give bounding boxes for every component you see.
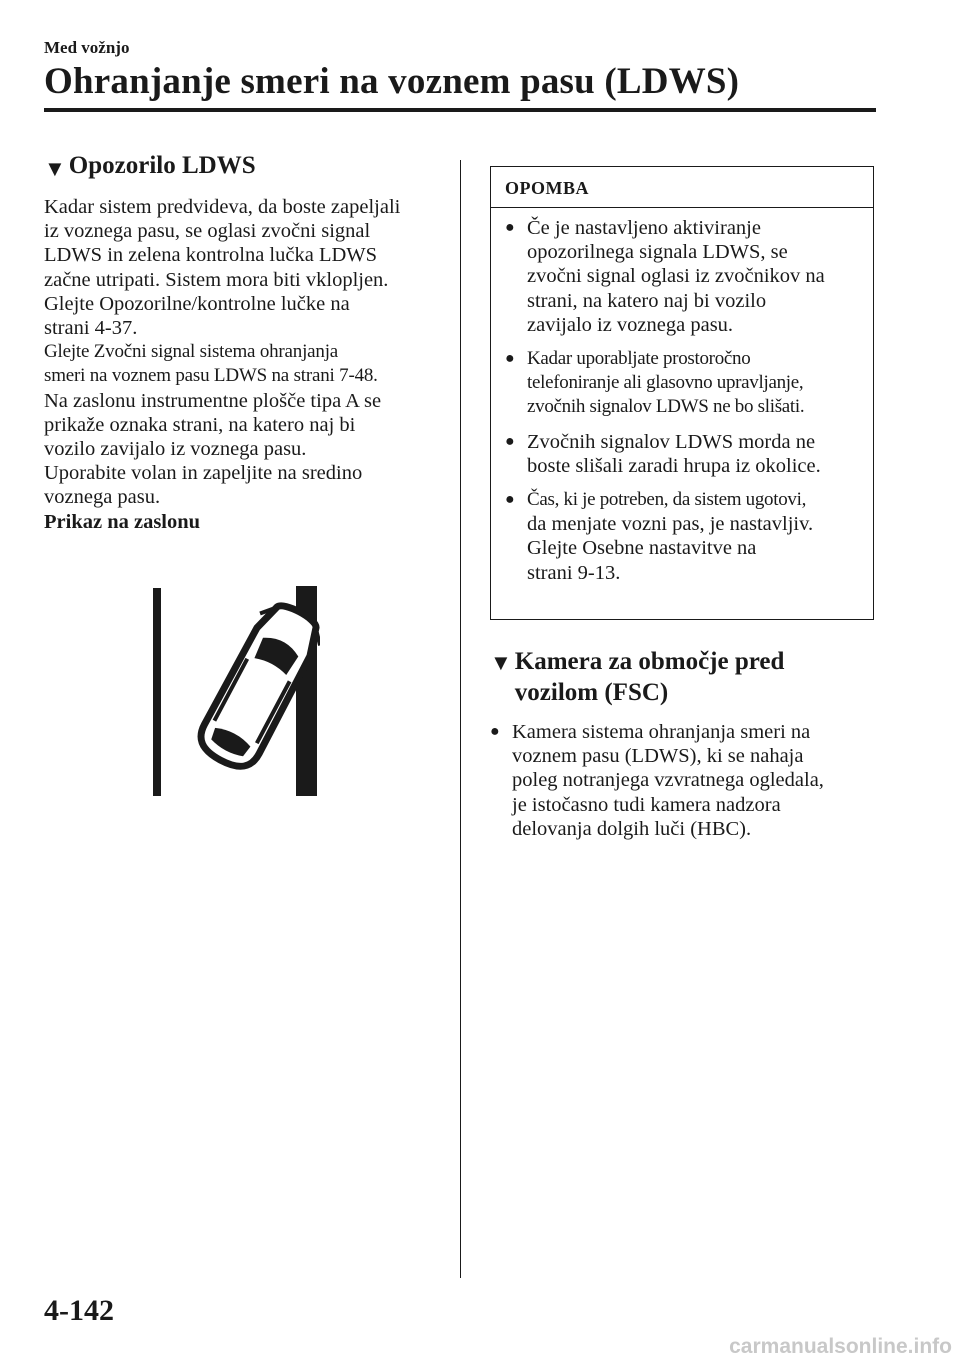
note-list-item bbox=[505, 216, 863, 337]
watermark: carmanualsonline.info bbox=[729, 1335, 952, 1358]
text-line: voznega pasu. bbox=[44, 486, 161, 509]
text-line: Če je nastavljeno aktiviranje bbox=[527, 217, 761, 239]
section-label: Med vožnjo bbox=[44, 38, 130, 57]
note-list-item bbox=[505, 488, 863, 585]
text-line: da menjate vozni pas, je nastavljiv. bbox=[527, 513, 814, 536]
text-line: iz voznega pasu, se oglasi zvočni signal bbox=[44, 220, 371, 243]
text-line: strani 4-37. bbox=[44, 317, 138, 340]
bullet-icon: ● bbox=[505, 432, 515, 450]
heading-line: Kamera za območje pred bbox=[514, 648, 785, 675]
page-title: Ohranjanje smeri na voznem pasu (LDWS) bbox=[44, 61, 740, 102]
triangle-marker-icon: ▼ bbox=[490, 650, 512, 675]
text-line: Zvočnih signalov LDWS morda ne bbox=[527, 430, 816, 453]
fsc-list bbox=[490, 720, 880, 851]
text-line: Na zaslonu instrumentne plošče tipa A se bbox=[44, 389, 382, 412]
heading-line: vozilom (FSC) bbox=[514, 679, 669, 706]
lane-departure-car-illustration bbox=[150, 584, 320, 798]
bullet-icon: ● bbox=[490, 723, 500, 740]
text-line: Glejte Zvočni signal sistema ohranjanja bbox=[44, 341, 339, 363]
bullet-icon: ● bbox=[505, 219, 515, 236]
warning-body-text bbox=[44, 195, 444, 534]
note-list-item bbox=[505, 430, 863, 478]
left-lane-line bbox=[153, 588, 161, 796]
section-heading-ldws-warning bbox=[44, 152, 444, 185]
text-line: Uporabite volan in zapeljite na sredino bbox=[44, 462, 363, 485]
heading-text: Opozorilo LDWS bbox=[68, 152, 256, 179]
text-line: Čas, ki je potreben, da sistem ugotovi, bbox=[527, 489, 807, 511]
note-title: OPOMBA bbox=[491, 167, 873, 208]
text-line: LDWS in zelena kontrolna lučka LDWS bbox=[44, 244, 378, 267]
text-line: voznem pasu (LDWS), ki se nahaja bbox=[512, 745, 804, 768]
text-line: je istočasno tudi kamera nadzora bbox=[512, 793, 781, 816]
text-line: strani, na katero naj bi vozilo bbox=[527, 289, 767, 312]
text-line: Kamera sistema ohranjanja smeri na bbox=[512, 721, 811, 743]
text-line: zavijalo iz voznega pasu. bbox=[527, 313, 734, 336]
section-heading-fsc bbox=[490, 646, 880, 708]
list-item bbox=[490, 720, 880, 841]
text-line: delovanja dolgih luči (HBC). bbox=[512, 817, 752, 840]
text-line: začne utripati. Sistem mora biti vklopljen. bbox=[44, 268, 389, 291]
text-line: prikaže oznaka strani, na katero naj bi bbox=[44, 413, 356, 436]
text-line: zvočni signal oglasi iz zvočnikov na bbox=[527, 265, 825, 288]
page-number: 4-142 bbox=[44, 1294, 114, 1327]
text-line: telefoniranje ali glasovno upravljanje, bbox=[527, 372, 804, 394]
text-line: Glejte Osebne nastavitve na bbox=[527, 537, 757, 560]
display-label: Prikaz na zaslonu bbox=[44, 510, 201, 533]
text-line: boste slišali zaradi hrupa iz okolice. bbox=[527, 454, 821, 477]
text-line: Kadar sistem predvideva, da boste zapeljali bbox=[44, 196, 401, 218]
text-line: poleg notranjega vzvratnega ogledala, bbox=[512, 769, 824, 792]
left-column bbox=[44, 152, 444, 534]
note-list-item bbox=[505, 347, 863, 420]
column-divider bbox=[460, 160, 461, 1278]
text-line: strani 9-13. bbox=[527, 561, 621, 584]
text-line: zvočnih signalov LDWS ne bo slišati. bbox=[527, 396, 805, 418]
text-line: vozilo zavijalo iz voznega pasu. bbox=[44, 438, 307, 461]
triangle-marker-icon: ▼ bbox=[44, 156, 66, 181]
note-box bbox=[490, 166, 874, 620]
text-line: opozorilnega signala LDWS, se bbox=[527, 241, 788, 264]
title-rule bbox=[44, 108, 876, 112]
text-line: Kadar uporabljate prostoročno bbox=[527, 348, 751, 370]
text-line: smeri na voznem pasu LDWS na strani 7-48. bbox=[44, 365, 378, 387]
text-line: Glejte Opozorilne/kontrolne lučke na bbox=[44, 292, 350, 315]
bullet-icon: ● bbox=[505, 491, 515, 509]
right-section-heading bbox=[490, 646, 880, 708]
bullet-icon: ● bbox=[505, 350, 515, 368]
